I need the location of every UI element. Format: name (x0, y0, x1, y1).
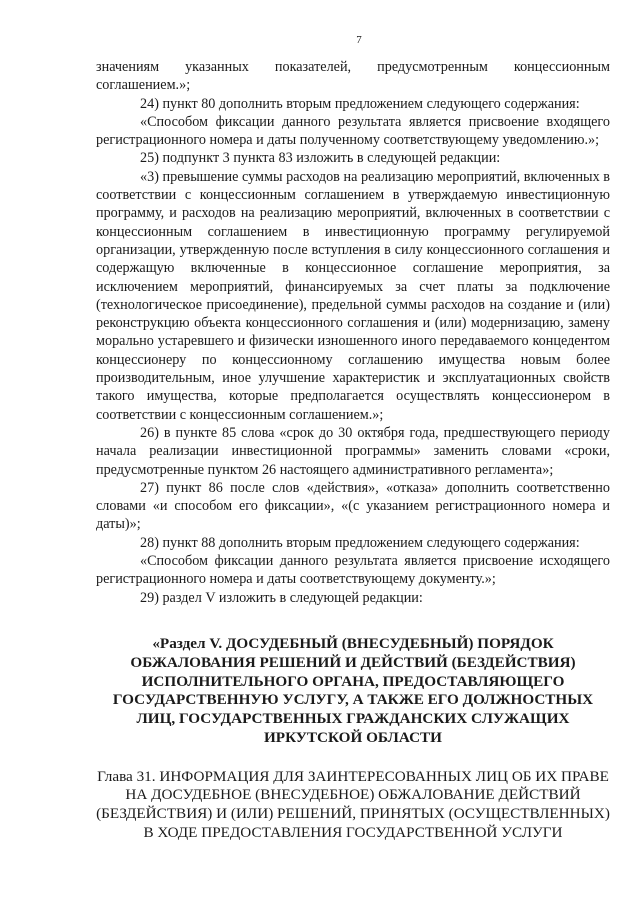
paragraph: значениям указанных показателей, предусмотренным концессионным соглашением.»; (96, 59, 610, 94)
chapter-heading: Глава 31. ИНФОРМАЦИЯ ДЛЯ ЗАИНТЕРЕСОВАННЫХ ЛИЦ ОБ ИХ ПРАВЕ НА ДОСУДЕБНОЕ (ВНЕСУДЕБНОЕ) ОБЖАЛОВАНИЕ ДЕЙСТВИЙ (БЕЗДЕЙСТВИЯ) И (ИЛИ) РЕШЕНИЙ, ПРИНЯТЫХ (ОСУЩЕСТВЛЕННЫХ) В ХОДЕ ПРЕДОСТАВЛЕНИЯ ГОСУДАРСТВЕННОЙ УСЛУГИ (96, 767, 610, 842)
paragraph: 29) раздел V изложить в следующей редакции: (140, 589, 423, 606)
paragraph: 28) пункт 88 дополнить вторым предложением следующего содержания: (140, 534, 580, 551)
paragraph: 25) подпункт 3 пункта 83 изложить в следующей редакции: (140, 150, 501, 167)
paragraph: 27) пункт 86 после слов «действия», «отказа» дополнить соответственно словами «и способом его фиксации», «(с указанием регистрационного номера и даты)»; (96, 479, 610, 533)
page-number: 7 (356, 34, 362, 46)
paragraph: 26) в пункте 85 слова «срок до 30 октября года, предшествующего периоду начала реализации инвестиционной программы» заменить словами «сроки, предусмотренные пунктом 26 настоящего административного регламента»; (96, 424, 610, 478)
paragraph: 24) пункт 80 дополнить вторым предложением следующего содержания: (140, 95, 580, 112)
document-body (96, 58, 610, 607)
paragraph: «Способом фиксации данного результата является присвоение входящего регистрационного номера и даты полученному соответствующему уведомлению.»; (96, 113, 610, 149)
paragraph: «Способом фиксации данного результата является присвоение исходящего регистрационного номера и даты соответствующему документу.»; (96, 553, 610, 588)
paragraph: «3) превышение суммы расходов на реализацию мероприятий, включенных в соответствии с концессионным соглашением в утверждаемую инвестиционную программу, и расходов на реализацию мероприятий, включенных в соответствии с концессионным соглашением в инвестиционную программу регулируемой организации, утвержденную после вступления в силу концессионного соглашения и содержащую включенные в концессионное соглашение мероприятия, за исключением мероприятий, финансируемых за счет платы за подключение (технологическое присоединение), предельной суммы расходов на создание и (или) реконструкцию объекта концессионного соглашения и (или) модернизацию, замену морально устаревшего и физически изношенного иного передаваемого концедентом концессионеру по концессионному соглашению имущества новым более производительным, иное улучшение характеристик и эксплуатационных свойств такого имущества, которые предполагается осуществлять концессионером в соответствии с концессионным соглашением.»; (96, 168, 610, 423)
section-heading: «Раздел V. ДОСУДЕБНЫЙ (ВНЕСУДЕБНЫЙ) ПОРЯДОК ОБЖАЛОВАНИЯ РЕШЕНИЙ И ДЕЙСТВИЙ (БЕЗДЕЙСТВИЯ) ИСПОЛНИТЕЛЬНОГО ОРГАНА, ПРЕДОСТАВЛЯЮЩЕГО ГОСУДАРСТВЕННУЮ УСЛУГУ, А ТАКЖЕ ЕГО ДОЛЖНОСТНЫХ ЛИЦ, ГОСУДАРСТВЕННЫХ ГРАЖДАНСКИХ СЛУЖАЩИХ ИРКУТСКОЙ ОБЛАСТИ (112, 634, 594, 746)
